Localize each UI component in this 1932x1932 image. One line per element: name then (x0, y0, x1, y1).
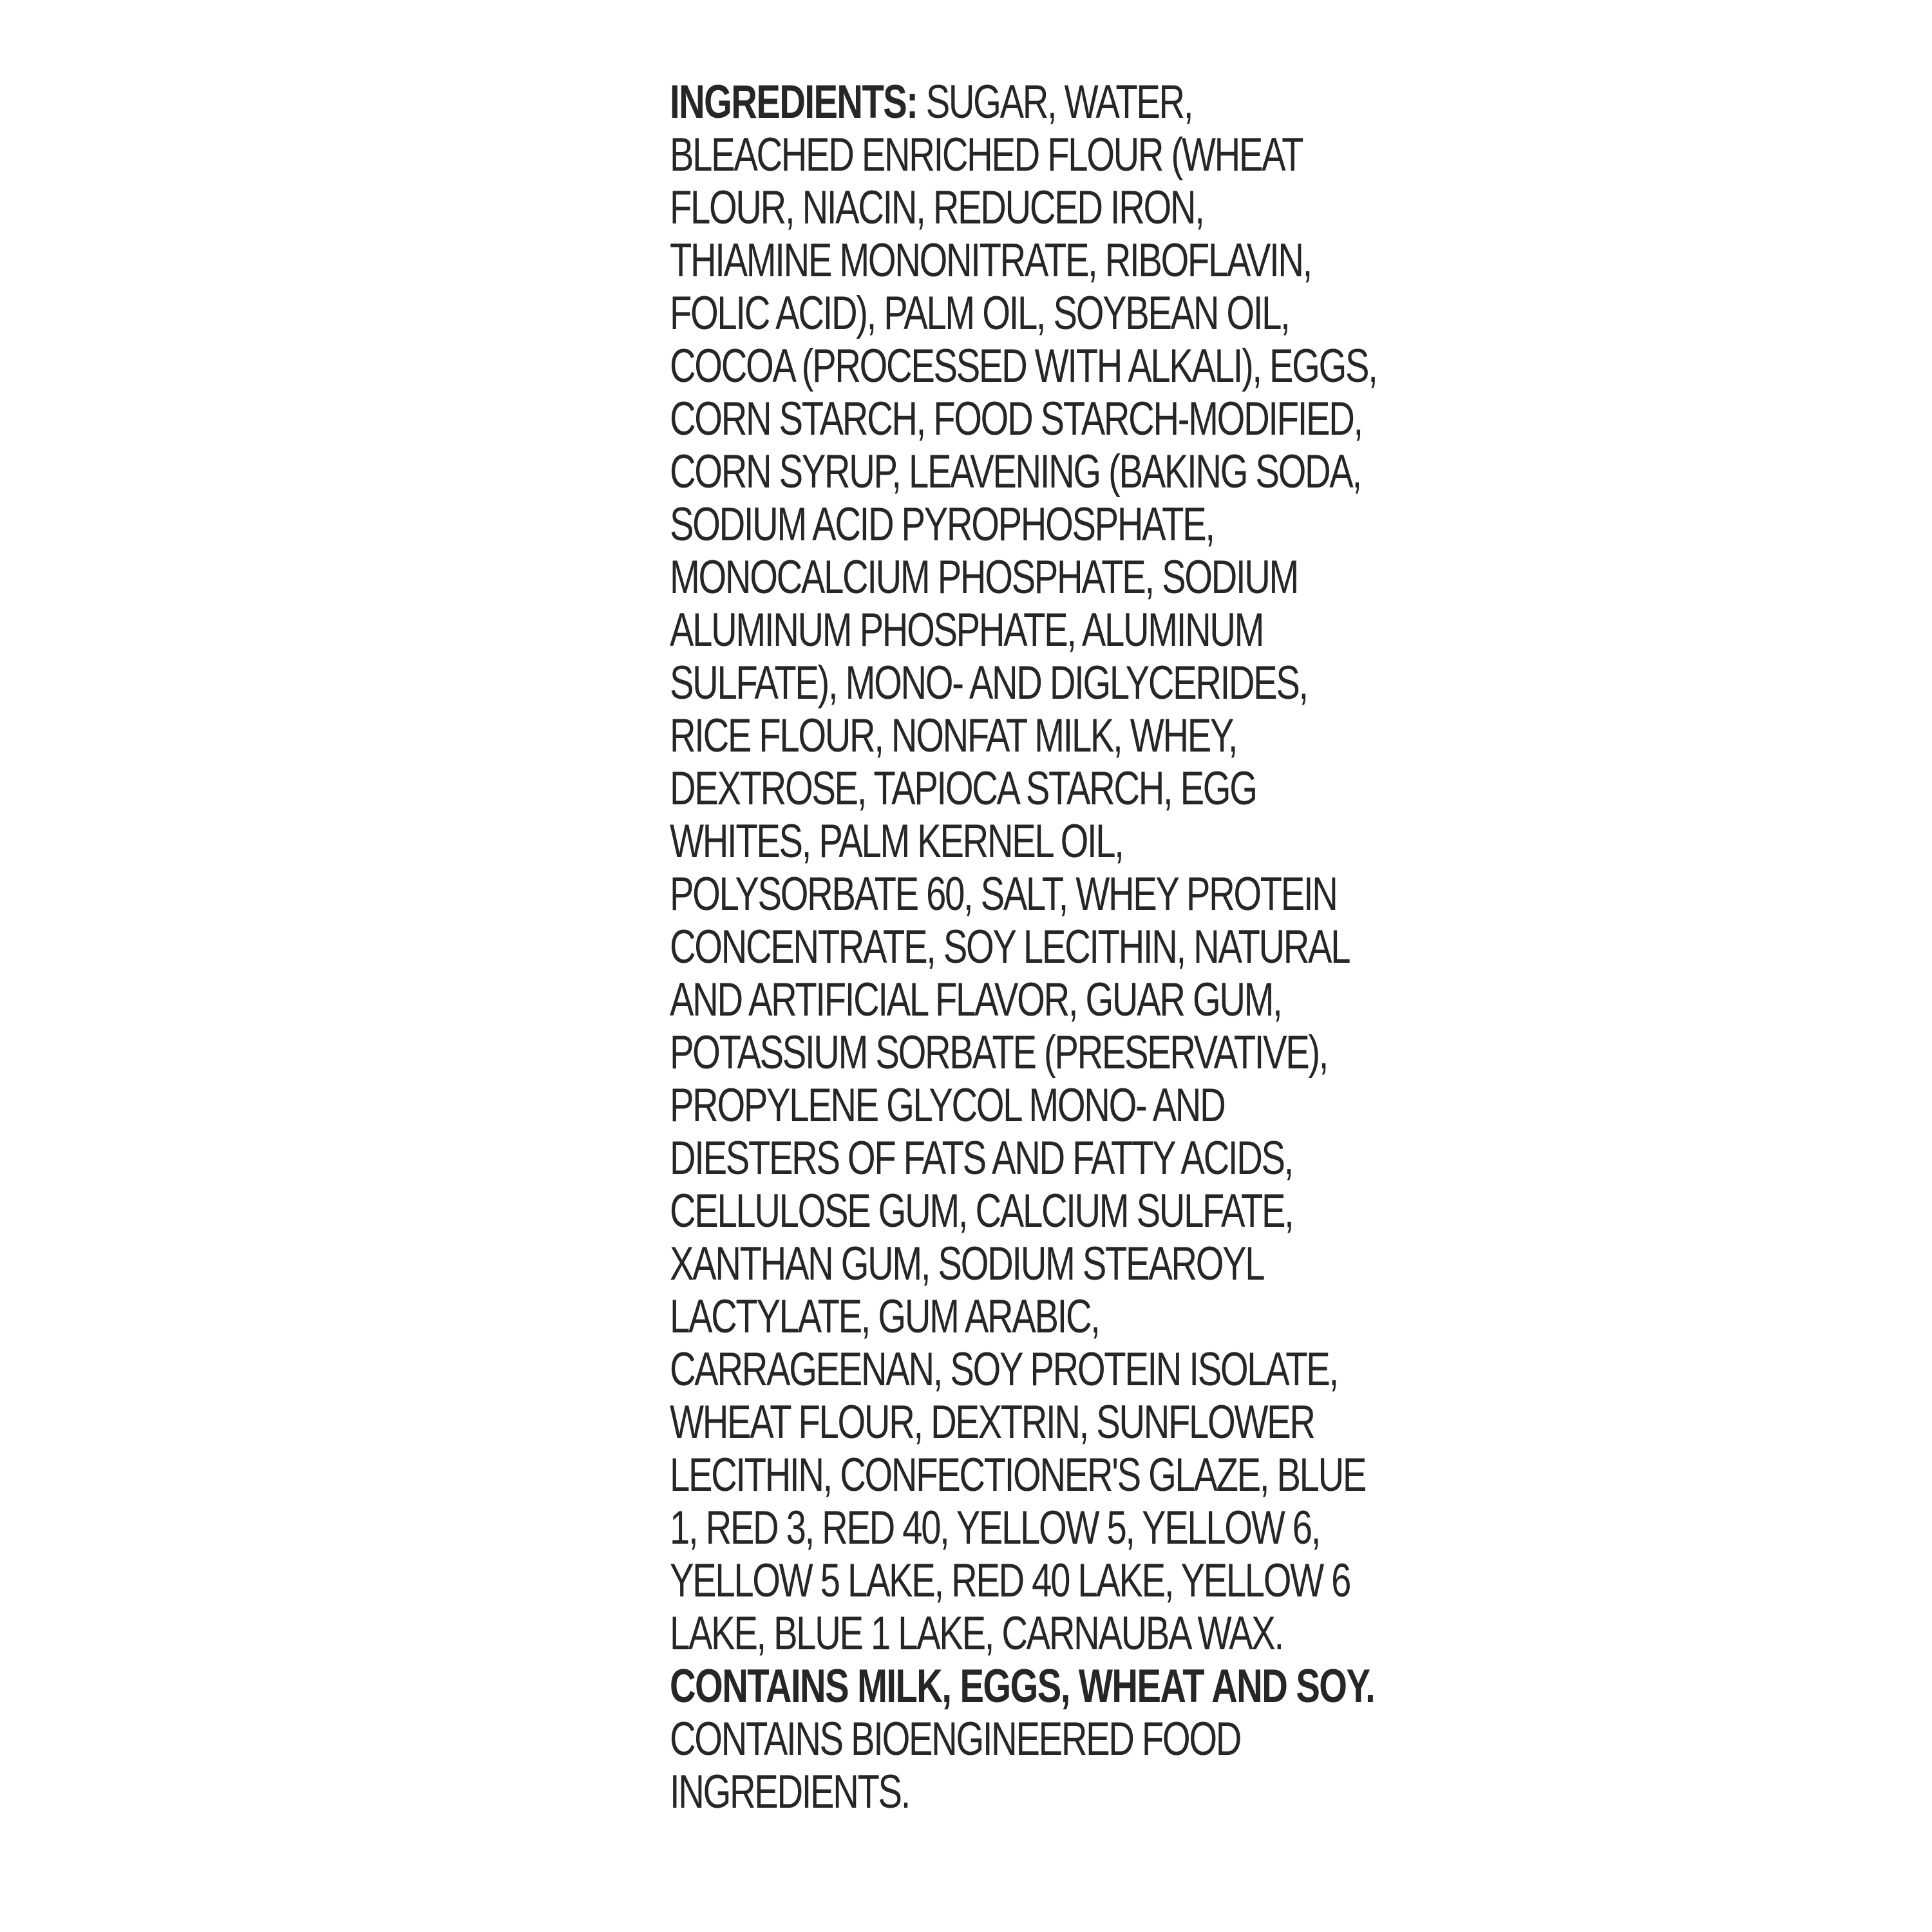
allergen-statement: CONTAINS MILK, EGGS, WHEAT AND SOY. (670, 1660, 1375, 1712)
ingredients-text: SUGAR, WATER, (925, 76, 1193, 128)
ingredients-text: SODIUM ACID PYROPHOSPHATE, (670, 498, 1214, 551)
ingredients-text: DIESTERS OF FATS AND FATTY ACIDS, (670, 1132, 1293, 1184)
ingredients-panel (670, 76, 1377, 1819)
ingredients-line-1 (670, 76, 1193, 129)
ingredients-heading: INGREDIENTS: (670, 76, 918, 128)
bioengineered-statement: CONTAINS BIOENGINEERED FOOD (670, 1713, 1241, 1765)
ingredients-text: AND ARTIFICIAL FLAVOR, GUAR GUM, (670, 974, 1282, 1026)
ingredients-text: ALUMINUM PHOSPHATE, ALUMINUM (670, 604, 1264, 656)
ingredients-text: CONCENTRATE, SOY LECITHIN, NATURAL (670, 921, 1350, 973)
ingredients-text: CELLULOSE GUM, CALCIUM SULFATE, (670, 1185, 1293, 1237)
ingredients-text: WHITES, PALM KERNEL OIL, (670, 815, 1123, 867)
ingredients-text: SULFATE), MONO- AND DIGLYCERIDES, (670, 657, 1307, 709)
ingredients-text: MONOCALCIUM PHOSPHATE, SODIUM (670, 551, 1298, 603)
ingredients-text: LECITHIN, CONFECTIONER'S GLAZE, BLUE (670, 1449, 1366, 1501)
ingredients-text: LACTYLATE, GUM ARABIC, (670, 1291, 1099, 1343)
ingredients-text: POTASSIUM SORBATE (PRESERVATIVE), (670, 1027, 1328, 1079)
ingredients-text: POLYSORBATE 60, SALT, WHEY PROTEIN (670, 868, 1337, 920)
bioengineered-statement: INGREDIENTS. (670, 1766, 910, 1818)
ingredients-text: COCOA (PROCESSED WITH ALKALI), EGGS, (670, 340, 1377, 392)
ingredients-text: LAKE, BLUE 1 LAKE, CARNAUBA WAX. (670, 1607, 1283, 1660)
ingredients-text: 1, RED 3, RED 40, YELLOW 5, YELLOW 6, (670, 1502, 1320, 1554)
ingredients-text: THIAMINE MONONITRATE, RIBOFLAVIN, (670, 234, 1311, 287)
ingredients-text: CORN STARCH, FOOD STARCH-MODIFIED, (670, 393, 1362, 445)
ingredients-text: RICE FLOUR, NONFAT MILK, WHEY, (670, 710, 1237, 762)
ingredients-text: XANTHAN GUM, SODIUM STEAROYL (670, 1238, 1264, 1290)
ingredients-text: BLEACHED ENRICHED FLOUR (WHEAT (670, 129, 1303, 181)
ingredients-text: DEXTROSE, TAPIOCA STARCH, EGG (670, 762, 1256, 815)
ingredients-text: PROPYLENE GLYCOL MONO- AND (670, 1079, 1225, 1132)
ingredients-text: CORN SYRUP, LEAVENING (BAKING SODA, (670, 446, 1361, 498)
ingredients-text: FOLIC ACID), PALM OIL, SOYBEAN OIL, (670, 287, 1289, 339)
ingredients-text: YELLOW 5 LAKE, RED 40 LAKE, YELLOW 6 (670, 1555, 1350, 1607)
ingredients-text: CARRAGEENAN, SOY PROTEIN ISOLATE, (670, 1343, 1338, 1396)
ingredients-text: WHEAT FLOUR, DEXTRIN, SUNFLOWER (670, 1396, 1314, 1448)
ingredients-text: FLOUR, NIACIN, REDUCED IRON, (670, 182, 1204, 234)
